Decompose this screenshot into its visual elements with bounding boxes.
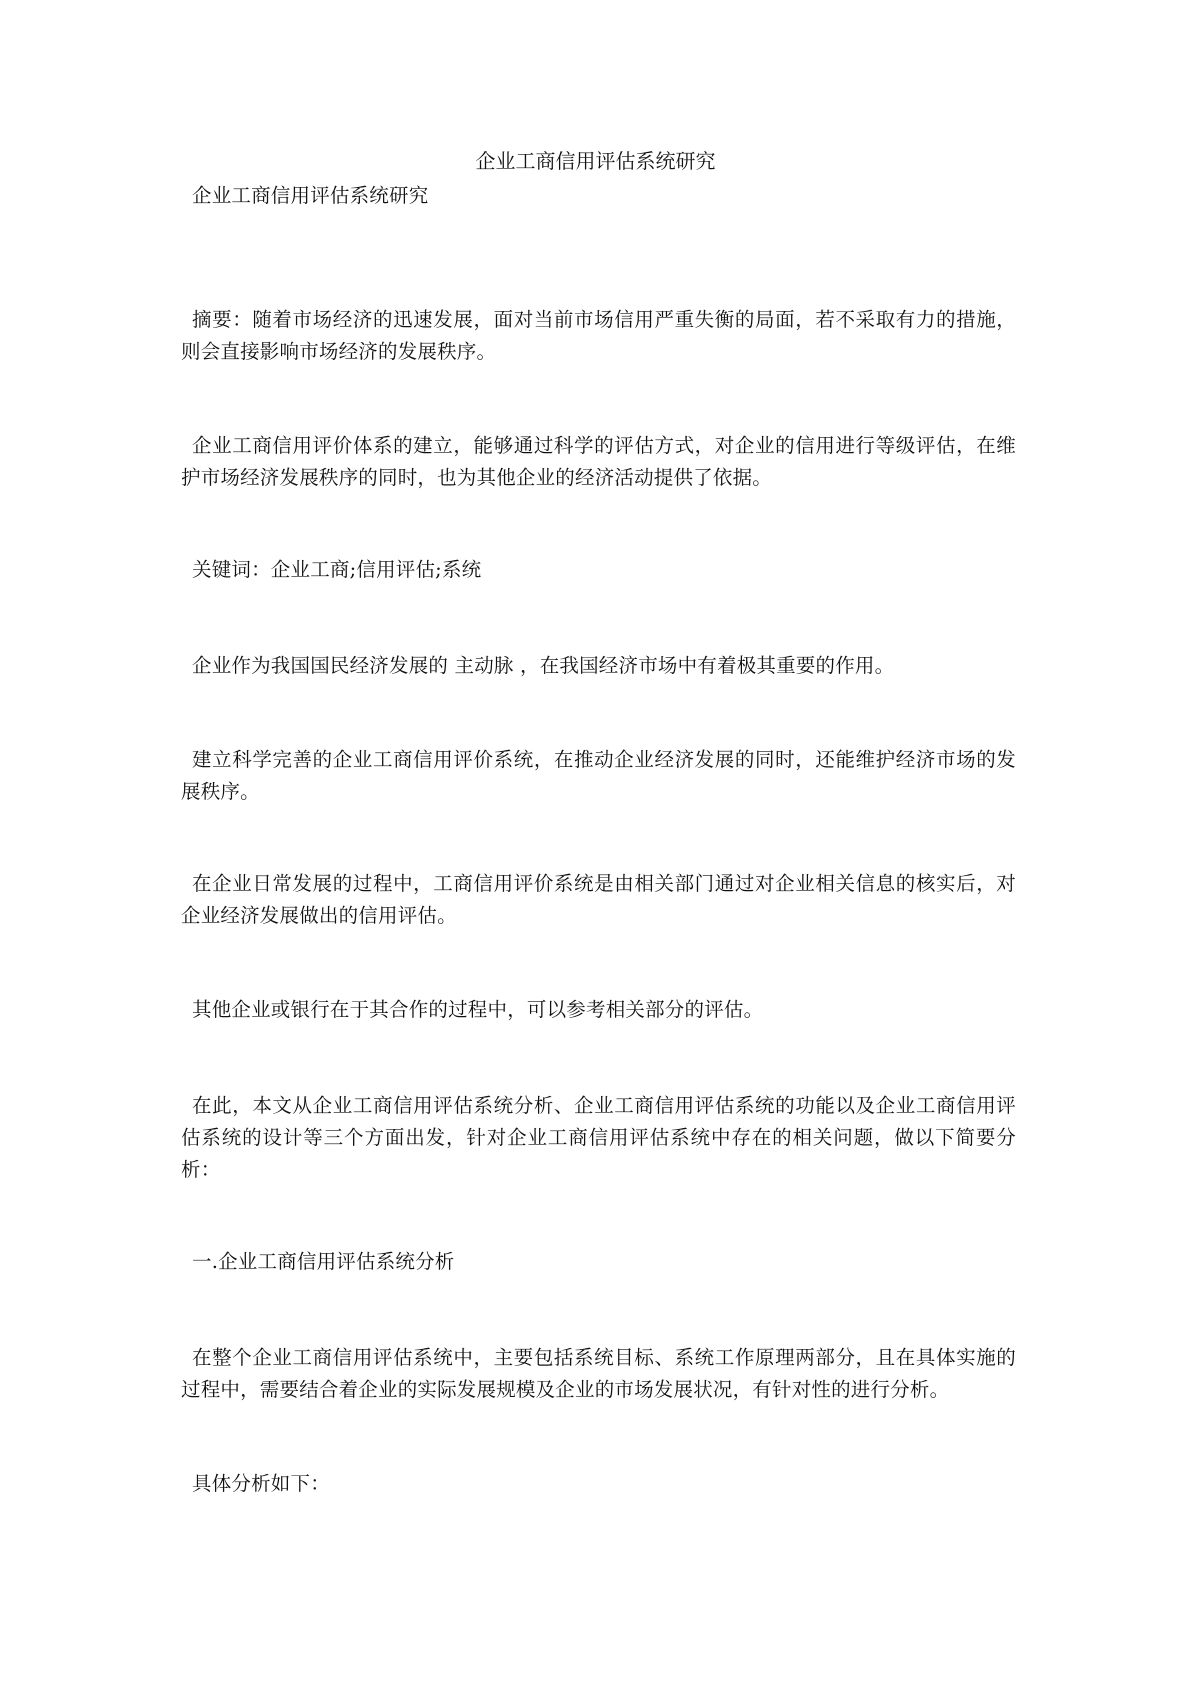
subtitle-paragraph: 企业工商信用评估系统研究 bbox=[192, 184, 429, 207]
body-paragraph: 建立科学完善的企业工商信用评价系统，在推动企业经济发展的同时，还能维护经济市场的发展秩序。 bbox=[181, 748, 1016, 803]
body-paragraph: 在此，本文从企业工商信用评估系统分析、企业工商信用评估系统的功能以及企业工商信用评估系统的设计等三个方面出发，针对企业工商信用评估系统中存在的相关问题，做以下简要分析： bbox=[181, 1094, 1016, 1181]
abstract-paragraph: 摘要：随着市场经济的迅速发展，面对当前市场信用严重失衡的局面，若不采取有力的措施，则会直接影响市场经济的发展秩序。 bbox=[181, 308, 1016, 363]
body-paragraph: 企业作为我国国民经济发展的 主动脉 ，在我国经济市场中有着极其重要的作用。 bbox=[192, 654, 895, 677]
body-paragraph: 企业工商信用评价体系的建立，能够通过科学的评估方式，对企业的信用进行等级评估，在维护市场经济发展秩序的同时，也为其他企业的经济活动提供了依据。 bbox=[181, 434, 1016, 489]
body-paragraph: 在企业日常发展的过程中，工商信用评价系统是由相关部门通过对企业相关信息的核实后，对企业经济发展做出的信用评估。 bbox=[181, 872, 1016, 927]
section-heading: 一.企业工商信用评估系统分析 bbox=[192, 1250, 455, 1273]
body-paragraph: 在整个企业工商信用评估系统中，主要包括系统目标、系统工作原理两部分，且在具体实施的过程中，需要结合着企业的实际发展规模及企业的市场发展状况，有针对性的进行分析。 bbox=[181, 1346, 1016, 1401]
body-paragraph: 具体分析如下： bbox=[192, 1472, 330, 1495]
keywords-paragraph: 关键词：企业工商;信用评估;系统 bbox=[192, 558, 482, 581]
document-title: 企业工商信用评估系统研究 bbox=[475, 149, 716, 173]
body-paragraph: 其他企业或银行在于其合作的过程中，可以参考相关部分的评估。 bbox=[192, 998, 764, 1021]
